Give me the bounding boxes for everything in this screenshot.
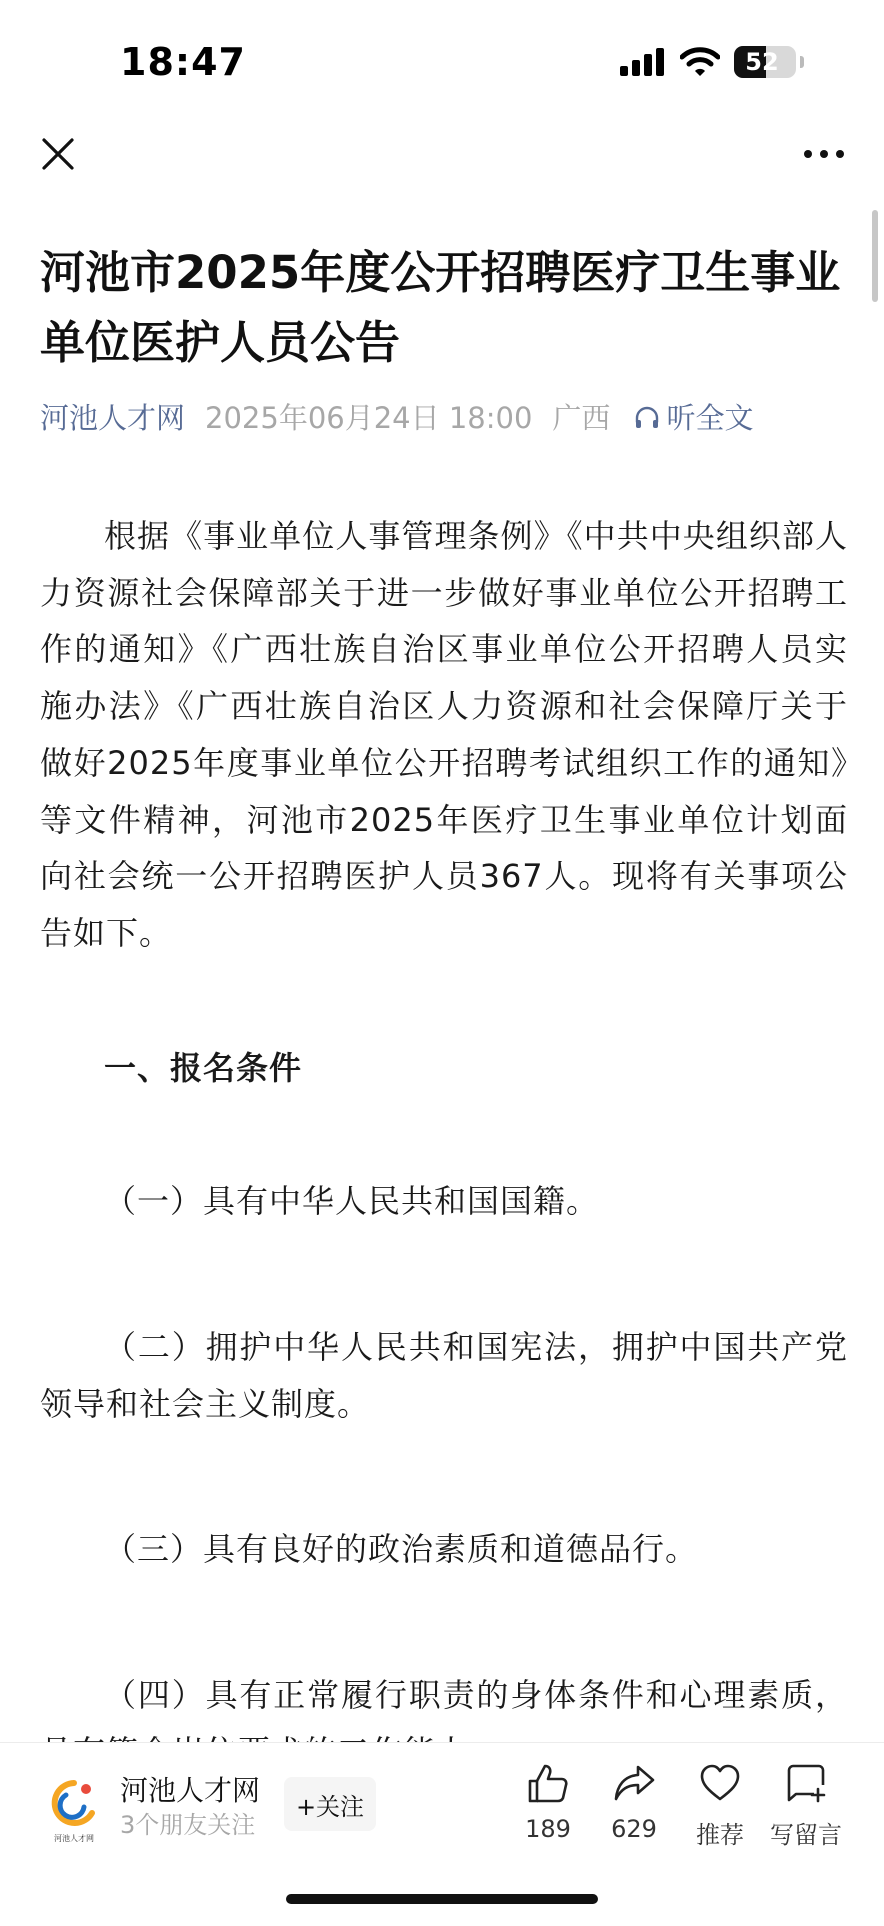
- headphones-icon: [634, 405, 660, 431]
- battery-level: 52: [745, 48, 779, 76]
- account-name[interactable]: 河池人才网: [120, 1774, 261, 1807]
- list-item: （三）具有良好的政治素质和道德品行。: [104, 1530, 699, 1569]
- status-bar: [0, 0, 884, 130]
- battery-tip: [800, 56, 804, 68]
- listen-button[interactable]: [634, 398, 753, 438]
- article: [40, 238, 848, 1926]
- listen-label: 听全文: [666, 401, 754, 435]
- status-time: 18:47: [120, 40, 246, 84]
- battery-icon: [734, 46, 796, 78]
- list-item: （一）具有中华人民共和国国籍。: [104, 1182, 600, 1221]
- comment-label: 写留言: [770, 1821, 842, 1849]
- status-icons: [620, 46, 804, 78]
- section-heading: 一、报名条件: [104, 1048, 303, 1087]
- close-icon[interactable]: [38, 134, 78, 174]
- friends-following: 3个朋友关注: [120, 1811, 256, 1839]
- follow-button[interactable]: +关注: [284, 1777, 376, 1831]
- scrollbar[interactable]: [872, 210, 878, 302]
- comment-icon: [784, 1761, 828, 1805]
- article-title: 河池市2025年度公开招聘医疗卫生事业单位医护人员公告: [40, 246, 841, 369]
- share-count: 629: [611, 1815, 657, 1843]
- heart-icon: [698, 1761, 742, 1805]
- wifi-icon: [680, 47, 720, 77]
- recommend-label: 推荐: [696, 1821, 744, 1849]
- avatar-label: 河池人才网: [54, 1834, 94, 1843]
- comment-button[interactable]: [758, 1761, 854, 1850]
- article-content: [40, 508, 848, 1926]
- share-button[interactable]: [586, 1761, 682, 1843]
- article-meta: [40, 398, 848, 438]
- recommend-button[interactable]: [672, 1761, 768, 1850]
- list-item: （二）拥护中华人民共和国宪法，拥护中国共产党领导和社会主义制度。: [40, 1328, 848, 1423]
- publish-date: 2025年06月24日 18:00: [205, 401, 533, 435]
- signal-icon: [620, 48, 666, 76]
- thumbs-up-icon: [526, 1761, 570, 1805]
- intro-paragraph: 根据《事业单位人事管理条例》《中共中央组织部人力资源社会保障部关于进一步做好事业单位公开招聘工作的通知》《广西壮族自治区事业单位公开招聘人员实施办法》《广西壮族自治区人力资源和社会保障厅关于做好2025年度事业单位公开招聘考试组织工作的通知》等文件精神，河池市2025年医疗卫生事业单位计划面向社会统一公开招聘医护人员367人。现将有关事项公告如下。: [40, 517, 848, 952]
- more-icon[interactable]: [802, 146, 846, 162]
- home-indicator: [286, 1894, 598, 1904]
- share-icon: [612, 1761, 656, 1805]
- like-button[interactable]: [500, 1761, 596, 1843]
- account-avatar[interactable]: [44, 1777, 104, 1847]
- source-link[interactable]: 河池人才网: [40, 401, 186, 435]
- region: 广西: [552, 401, 611, 435]
- like-count: 189: [525, 1815, 571, 1843]
- list-item: （四）具有正常履行职责的身体条件和心理素质，: [104, 1676, 848, 1715]
